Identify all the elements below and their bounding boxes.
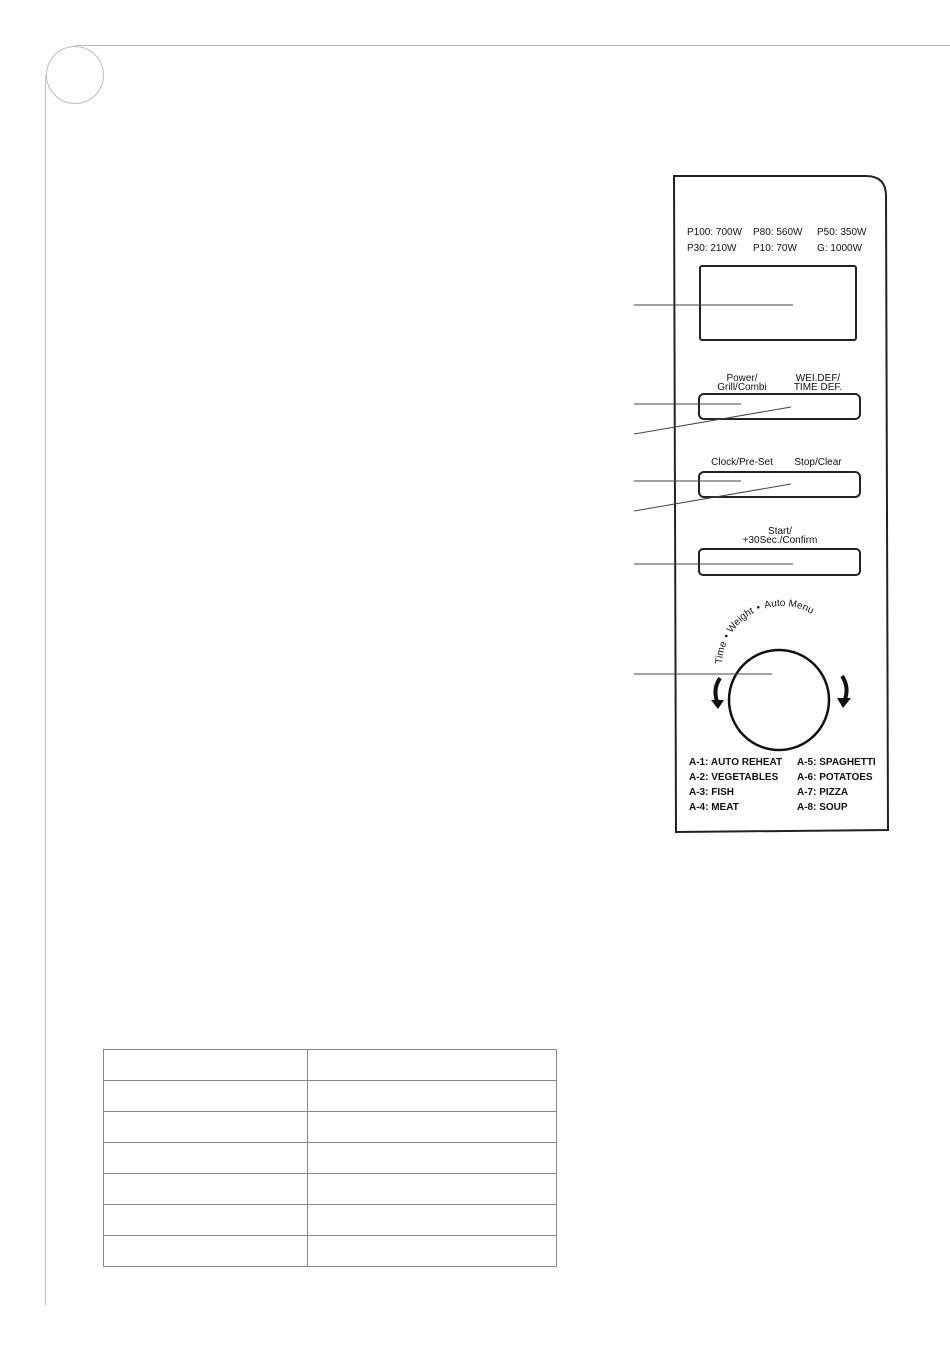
auto-menu-a7: A-7: PIZZA <box>797 787 849 798</box>
table-row <box>104 1112 557 1143</box>
dial-mode-labels: Time•Weight•Auto Menu <box>713 597 816 665</box>
power-button-label-line1: Power/ <box>726 373 758 384</box>
power-level-grill: G: 1000W <box>817 243 863 254</box>
auto-menu-a1: A-1: AUTO REHEAT <box>689 757 783 768</box>
table-row <box>104 1205 557 1236</box>
auto-menu-a2: A-2: VEGETABLES <box>689 772 779 783</box>
dial-label-weight: Weight <box>725 605 756 636</box>
table-row <box>104 1050 557 1081</box>
auto-menu-a5: A-5: SPAGHETTI <box>797 757 876 768</box>
auto-menu-a4: A-4: MEAT <box>689 802 739 813</box>
parts-table <box>103 1049 557 1267</box>
table-row <box>104 1236 557 1267</box>
power-level-p30: P30: 210W <box>687 243 737 254</box>
power-level-p80: P80: 560W <box>753 227 803 238</box>
selector-dial[interactable] <box>729 650 829 750</box>
table-row <box>104 1143 557 1174</box>
leader-line-weldef <box>634 407 791 434</box>
weldef-button-label-line1: WEI.DEF/ <box>795 373 841 384</box>
auto-menu-a6: A-6: POTATOES <box>797 772 873 783</box>
power-level-p10: P10: 70W <box>753 243 797 254</box>
weldef-button-label-line2: TIME DEF. <box>793 382 843 393</box>
table-cell <box>104 1050 308 1081</box>
table-row <box>104 1174 557 1205</box>
clock-stop-button-row[interactable] <box>699 472 860 497</box>
dial-label-auto-menu: Auto Menu <box>763 597 816 617</box>
rotate-right-arrowhead-icon <box>837 698 851 708</box>
table-cell <box>104 1081 308 1112</box>
start-button-label-line2: +30Sec./Confirm <box>742 535 818 546</box>
power-weldef-button-row[interactable] <box>699 394 860 419</box>
table-cell <box>308 1236 557 1267</box>
table-cell <box>308 1174 557 1205</box>
table-cell <box>104 1174 308 1205</box>
table-cell <box>308 1050 557 1081</box>
table-cell <box>104 1112 308 1143</box>
table-cell <box>308 1081 557 1112</box>
power-button-label-line2: Grill/Combi <box>717 382 767 393</box>
auto-menu-a8: A-8: SOUP <box>797 802 848 813</box>
table-row <box>104 1081 557 1112</box>
power-level-p50: P50: 350W <box>817 227 867 238</box>
clock-button-label: Clock/Pre-Set <box>711 457 773 468</box>
dial-label-time: Time <box>713 639 730 665</box>
table-cell <box>308 1143 557 1174</box>
table-cell <box>104 1143 308 1174</box>
power-level-p100: P100: 700W <box>687 227 743 238</box>
rotate-left-arrowhead-icon <box>711 700 724 709</box>
start-button-label-line1: Start/ <box>768 526 792 537</box>
auto-menu-a3: A-3: FISH <box>689 787 734 798</box>
table-cell <box>308 1112 557 1143</box>
start-button[interactable] <box>699 549 860 575</box>
table-cell <box>104 1236 308 1267</box>
table-cell <box>104 1205 308 1236</box>
table-cell <box>308 1205 557 1236</box>
stop-button-label: Stop/Clear <box>794 457 842 468</box>
display-window <box>700 266 856 340</box>
